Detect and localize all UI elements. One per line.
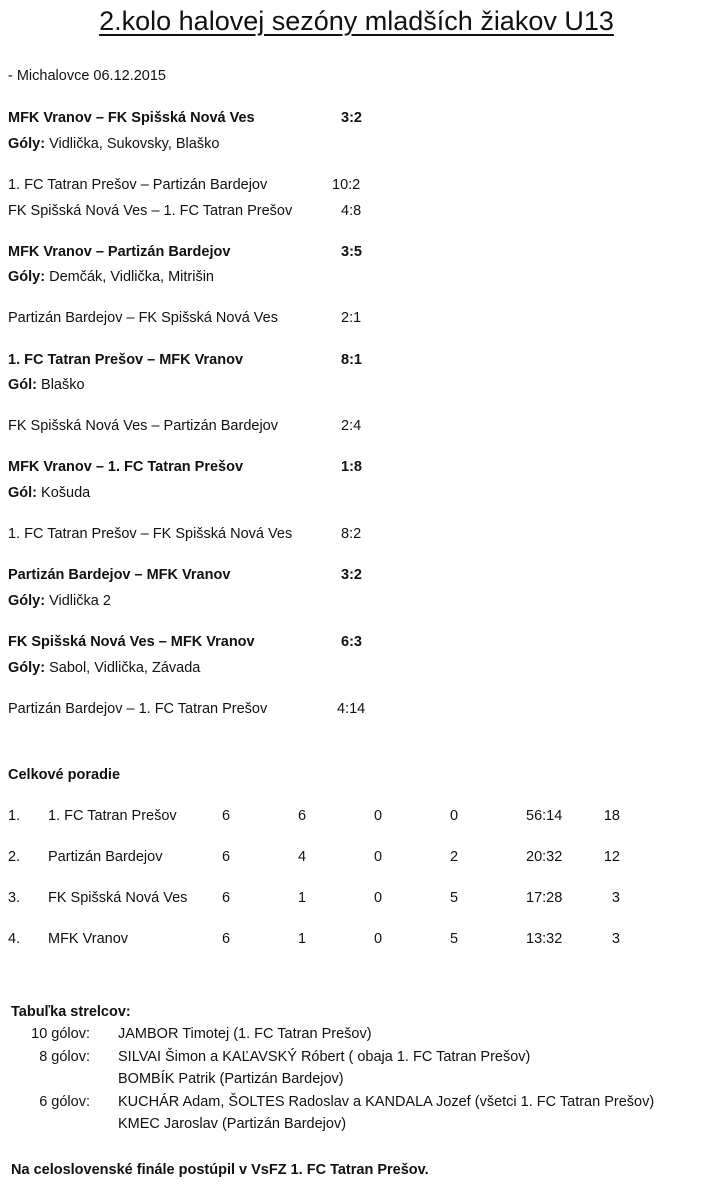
standings-row [0,931,713,951]
goals-scorers: Vidlička, Sukovsky, Blaško [45,136,220,152]
standings-played: 6 [222,931,231,947]
standings-team: 1. FC Tatran Prešov [48,808,177,824]
standings-position: 4. [8,931,21,947]
match-goals [8,660,200,676]
match-score: 3:5 [341,244,362,260]
scorer-goal-count: 10 gólov: [31,1026,90,1042]
match-teams: Partizán Bardejov – FK Spišská Nová Ves [8,310,278,326]
match-teams: MFK Vranov – FK Spišská Nová Ves [8,110,255,126]
scorer-names: KMEC Jaroslav (Partizán Bardejov) [118,1116,347,1132]
match-score: 1:8 [341,459,362,475]
standings-draws: 0 [374,931,383,947]
standings-team: MFK Vranov [48,931,129,947]
match-score: 8:1 [341,352,362,368]
standings-draws: 0 [374,890,383,906]
goals-label: Góly: [8,593,46,609]
standings-wins: 1 [298,890,307,906]
location-date: - Michalovce 06.12.2015 [8,68,166,84]
match-teams: FK Spišská Nová Ves – 1. FC Tatran Prešov [8,203,293,219]
standings-losses: 5 [450,931,459,947]
match-teams: MFK Vranov – Partizán Bardejov [8,244,231,260]
goals-scorers: Sabol, Vidlička, Závada [45,660,201,676]
scorer-goal-count: 6 gólov: [39,1094,90,1110]
standings-points: 18 [603,808,620,824]
match-teams: 1. FC Tatran Prešov – FK Spišská Nová Ves [8,526,293,542]
standings-goal-score: 17:28 [526,890,563,906]
match-goals [8,485,90,501]
standings-goal-score: 20:32 [526,849,563,865]
standings-goal-score: 13:32 [526,931,563,947]
standings-losses: 0 [450,808,459,824]
standings-team: FK Spišská Nová Ves [48,890,188,906]
match-teams: Partizán Bardejov – 1. FC Tatran Prešov [8,701,268,717]
scorers-heading: Tabuľka strelcov: [11,1004,131,1020]
goals-scorers: Vidlička 2 [45,593,111,609]
standings-heading: Celkové poradie [8,767,121,783]
page-title: 2.kolo halovej sezóny mladších žiakov U13 [99,6,614,36]
match-teams: 1. FC Tatran Prešov – Partizán Bardejov [8,177,268,193]
match-score: 10:2 [332,177,361,193]
standings-position: 1. [8,808,21,824]
standings-row [0,849,713,869]
match-score: 8:2 [341,526,362,542]
standings-goal-score: 56:14 [526,808,563,824]
scorer-names: JAMBOR Timotej (1. FC Tatran Prešov) [118,1026,372,1042]
standings-points: 3 [611,931,620,947]
standings-draws: 0 [374,849,383,865]
standings-wins: 1 [298,931,307,947]
goals-label: Gól: [8,485,37,501]
match-score: 2:1 [341,310,362,326]
match-teams: FK Spišská Nová Ves – Partizán Bardejov [8,418,278,434]
standings-played: 6 [222,849,231,865]
standings-played: 6 [222,808,231,824]
standings-team: Partizán Bardejov [48,849,163,865]
standings-wins: 6 [298,808,307,824]
match-score: 6:3 [341,634,362,650]
footer-note: Na celoslovenské finále postúpil v VsFZ 1. FC Tatran Prešov. [11,1162,429,1178]
goals-label: Góly: [8,269,46,285]
match-goals [8,593,111,609]
scorer-names: KUCHÁR Adam, ŠOLTES Radoslav a KANDALA Jozef (všetci 1. FC Tatran Prešov) [118,1094,655,1110]
match-teams: Partizán Bardejov – MFK Vranov [8,567,231,583]
match-goals [8,269,214,285]
goals-scorers: Košuda [37,485,91,501]
goals-scorers: Demčák, Vidlička, Mitrišin [45,269,215,285]
match-teams: MFK Vranov – 1. FC Tatran Prešov [8,459,244,475]
goals-scorers: Blaško [37,377,85,393]
standings-losses: 5 [450,890,459,906]
standings-losses: 2 [450,849,459,865]
standings-position: 2. [8,849,21,865]
match-teams: FK Spišská Nová Ves – MFK Vranov [8,634,255,650]
standings-played: 6 [222,890,231,906]
standings-row [0,890,713,910]
scorer-goal-count: 8 gólov: [39,1049,90,1065]
match-score: 3:2 [341,567,362,583]
match-goals [8,136,219,152]
standings-position: 3. [8,890,21,906]
match-teams: 1. FC Tatran Prešov – MFK Vranov [8,352,244,368]
goals-label: Góly: [8,136,46,152]
match-score: 4:14 [337,701,366,717]
match-score: 2:4 [341,418,362,434]
standings-draws: 0 [374,808,383,824]
standings-points: 3 [611,890,620,906]
standings-wins: 4 [298,849,307,865]
standings-row [0,808,713,828]
goals-label: Góly: [8,660,46,676]
match-goals [8,377,85,393]
scorer-names: SILVAI Šimon a KAĽAVSKÝ Róbert ( obaja 1. FC Tatran Prešov) [118,1049,531,1065]
match-score: 4:8 [341,203,362,219]
scorer-names: BOMBÍK Patrik (Partizán Bardejov) [118,1071,344,1087]
goals-label: Gól: [8,377,37,393]
match-score: 3:2 [341,110,362,126]
standings-points: 12 [603,849,620,865]
